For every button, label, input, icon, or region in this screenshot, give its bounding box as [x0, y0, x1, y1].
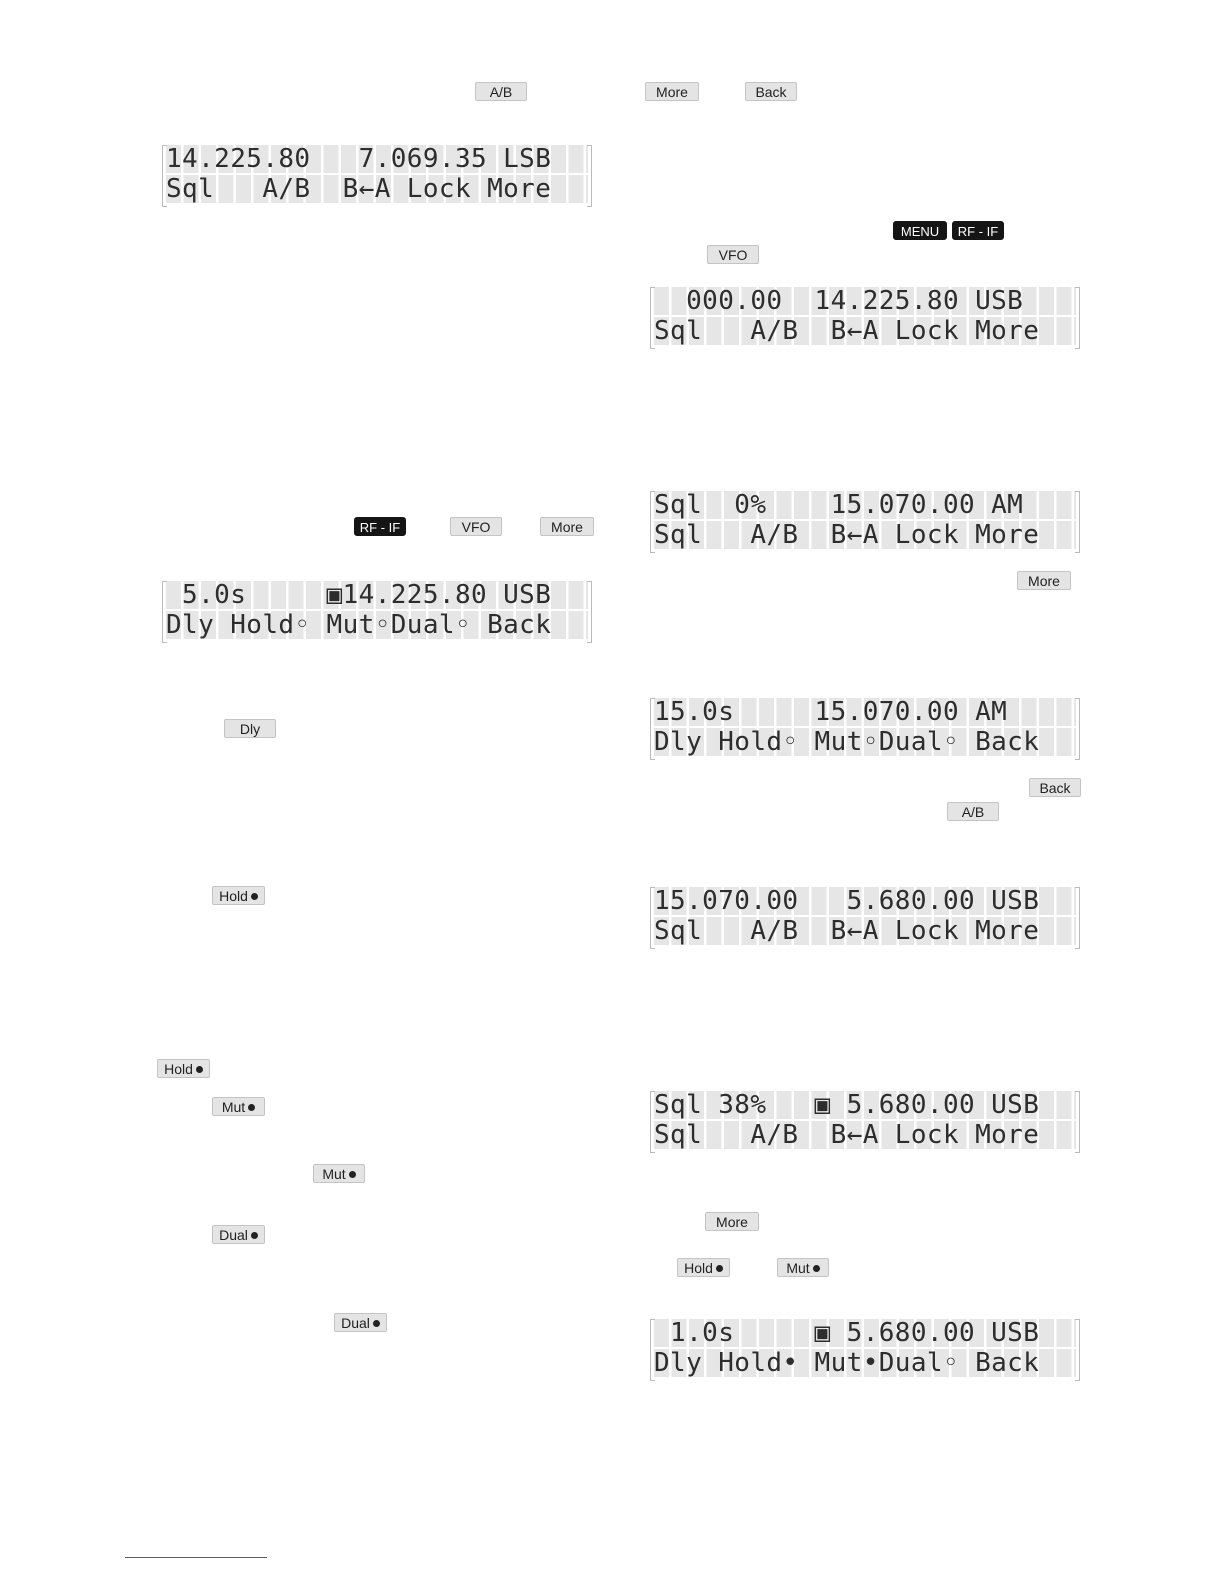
more-button-top[interactable]: More	[645, 82, 699, 101]
lcd-display-5	[654, 698, 1076, 760]
hold-button[interactable]	[677, 1258, 730, 1277]
back-button-top[interactable]: Back	[745, 82, 797, 101]
hold-label: Hold	[684, 1260, 713, 1276]
lcd-line: 000.00 14.225.80 USB	[654, 287, 1076, 315]
lcd-line: Sql A/B B←A Lock More	[654, 1121, 1076, 1149]
lcd-line: Dly Hold• Mut•Dual◦ Back	[654, 1349, 1076, 1377]
hold-button[interactable]	[212, 886, 265, 905]
vfo-button[interactable]: VFO	[707, 245, 759, 264]
lcd-line: Sql 0% 15.070.00 AM	[654, 491, 1076, 519]
ab-button-top[interactable]: A/B	[475, 82, 527, 101]
lcd-line: Dly Hold◦ Mut◦Dual◦ Back	[166, 611, 588, 639]
lcd-line: 14.225.80 7.069.35 LSB	[166, 145, 588, 173]
lcd-display-2	[654, 287, 1076, 349]
dot-icon	[349, 1171, 356, 1178]
more-button[interactable]: More	[1017, 571, 1071, 590]
lcd-line: 5.0s ▣14.225.80 USB	[166, 581, 588, 609]
rf-if-button[interactable]: RF - IF	[952, 221, 1004, 240]
dot-icon	[373, 1320, 380, 1327]
rf-if-button[interactable]: RF - IF	[354, 517, 406, 536]
lcd-line: Sql A/B B←A Lock More	[166, 175, 588, 203]
mut-button[interactable]	[212, 1097, 265, 1116]
lcd-line: Sql A/B B←A Lock More	[654, 521, 1076, 549]
dot-icon	[251, 1232, 258, 1239]
mut-button[interactable]	[777, 1258, 829, 1277]
hold-label: Hold	[164, 1061, 193, 1077]
more-button[interactable]: More	[540, 517, 594, 536]
hold-label: Hold	[219, 888, 248, 904]
lcd-line: 15.0s 15.070.00 AM	[654, 698, 1076, 726]
ab-button[interactable]: A/B	[947, 802, 999, 821]
dual-button[interactable]	[334, 1313, 387, 1332]
lcd-display-1	[166, 145, 588, 207]
dual-label: Dual	[219, 1227, 248, 1243]
dot-icon	[248, 1104, 255, 1111]
vfo-button[interactable]: VFO	[450, 517, 502, 536]
lcd-line: Sql A/B B←A Lock More	[654, 317, 1076, 345]
lcd-display-4	[166, 581, 588, 643]
menu-button[interactable]: MENU	[893, 221, 947, 240]
more-button[interactable]: More	[705, 1212, 759, 1231]
hold-button[interactable]	[157, 1059, 210, 1078]
dot-icon	[813, 1265, 820, 1272]
mut-label: Mut	[786, 1260, 810, 1276]
lcd-line: 1.0s ▣ 5.680.00 USB	[654, 1319, 1076, 1347]
dot-icon	[251, 893, 258, 900]
footnote-separator	[125, 1557, 267, 1558]
lcd-line: Sql A/B B←A Lock More	[654, 917, 1076, 945]
mut-label: Mut	[221, 1099, 246, 1115]
mut-button[interactable]	[313, 1164, 365, 1183]
dual-button[interactable]	[212, 1225, 265, 1244]
dot-icon	[716, 1265, 723, 1272]
back-button[interactable]: Back	[1029, 778, 1081, 797]
lcd-display-8	[654, 1319, 1076, 1381]
lcd-line: Sql 38% ▣ 5.680.00 USB	[654, 1091, 1076, 1119]
lcd-display-7	[654, 1091, 1076, 1153]
lcd-line: Dly Hold◦ Mut◦Dual◦ Back	[654, 728, 1076, 756]
dot-icon	[196, 1066, 203, 1073]
lcd-display-3	[654, 491, 1076, 553]
dual-label: Dual	[341, 1315, 370, 1331]
lcd-line: 15.070.00 5.680.00 USB	[654, 887, 1076, 915]
dly-button[interactable]: Dly	[224, 719, 276, 738]
mut-label: Mut	[322, 1166, 346, 1182]
lcd-display-6	[654, 887, 1076, 949]
